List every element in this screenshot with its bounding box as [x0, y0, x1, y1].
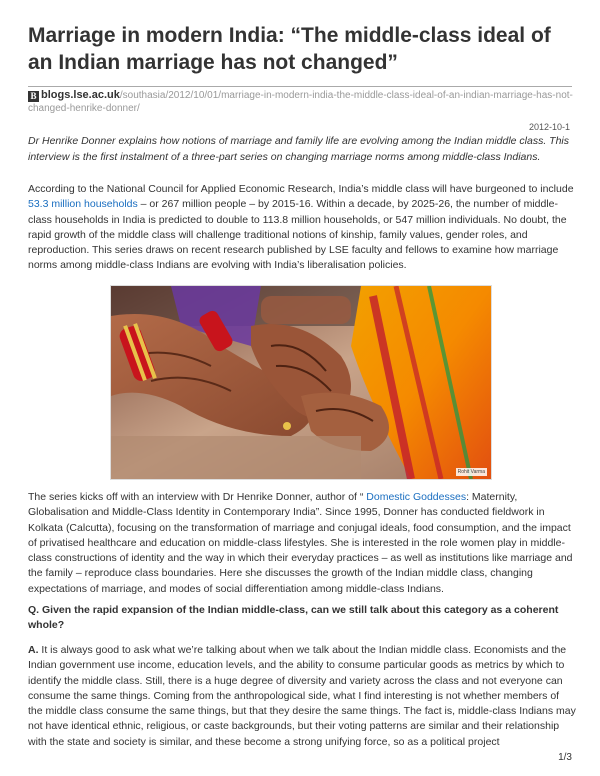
households-link[interactable]: 53.3 million households	[28, 198, 138, 211]
wedding-hands-image	[111, 286, 491, 479]
paragraph-text: : Maternity, Globalisation and Middle-Class Identity in Contemporary India”. Since 1995, Donner has conducted fieldwork in Kolkata (Calcutta), focusing on the transformation of marriage and conjugal ideals, food consumption, and the impact of privatised healthcare and education on middle-class lifestyles. She is interested in the role women play in middle-class constructions of identity and the way in which their everyday practices – as well as institutions like marriage and the family – reproduce class boundaries. Here she discusses the growth of the Indian middle class, changing expectations of marriage, and modes of social differentiation among middle-class Indians.	[28, 491, 573, 595]
answer-lead: A.	[28, 644, 39, 656]
paragraph-text: The series kicks off with an interview with Dr Henrike Donner, author of “	[28, 491, 367, 503]
title-divider	[28, 86, 572, 87]
source-host[interactable]: blogs.lse.ac.uk	[41, 89, 120, 101]
paragraph-1	[28, 182, 576, 274]
paragraph-text: According to the National Council for Applied Economic Research, India’s middle class will have burgeoned to include	[28, 183, 574, 195]
article-intro: Dr Henrike Donner explains how notions of marriage and family life are evolving among the Indian middle class. This interview is the first instalment of a three-part series on changing marriage norms among middle-class Indians.	[28, 135, 570, 163]
answer-text: It is always good to ask what we’re talking about when we talk about the Indian middle class. Economists and the Indian government use income, education levels, and the ability to consume particular goods as metrics by which to identify the middle class. Still, there is a huge degree of diversity and variety across the class and not everyone can consume the same things. Coming from the anthropological side, what I find interesting is not whether members of the middle class consume the same things, but that they desire the same things. The fact is, middle-class Indians may not have identical ethnic, religious, or caste backgrounds, but their voting patterns are similar and their relationship with the state and society is similar, and these become a strong unifying force, so as a political project	[28, 644, 576, 748]
paragraph-2	[28, 490, 576, 597]
article-title: Marriage in modern India: “The middle-class ideal of an Indian marriage has not changed”	[28, 24, 551, 74]
domestic-goddesses-link[interactable]: Domestic Goddesses	[366, 491, 467, 503]
source-url[interactable]	[28, 89, 576, 115]
paragraph-text: – or 267 million people – by 2015-16. Within a decade, by 2025-26, the number of middle-class households in India is predicted to double to 113.8 million households, or 547 million individuals. No doubt, the rapid growth of the middle class will challenge traditional notions of kinship, family values, gender roles, and reproduction. This series draws on recent research published by LSE faculty and fellows to examine how marriage norms among middle-class Indians are evolving with India’s liberalisation policies.	[28, 198, 567, 272]
interview-question: Q. Given the rapid expansion of the Indian middle-class, can we still talk about this category as a coherent whole?	[28, 604, 559, 632]
source-path[interactable]: /southasia/2012/10/01/marriage-in-modern-india-the-middle-class-ideal-of-an-indian-marriage-has-not-changed-henrike-donner/	[28, 90, 573, 114]
interview-answer	[28, 643, 576, 750]
photo-credit: Rohit Varma	[457, 469, 485, 475]
blog-logo-icon: B	[28, 91, 39, 102]
publish-date: 2012-10-1	[528, 122, 570, 132]
article-photo	[110, 285, 492, 480]
page-number: 1/3	[558, 752, 572, 763]
